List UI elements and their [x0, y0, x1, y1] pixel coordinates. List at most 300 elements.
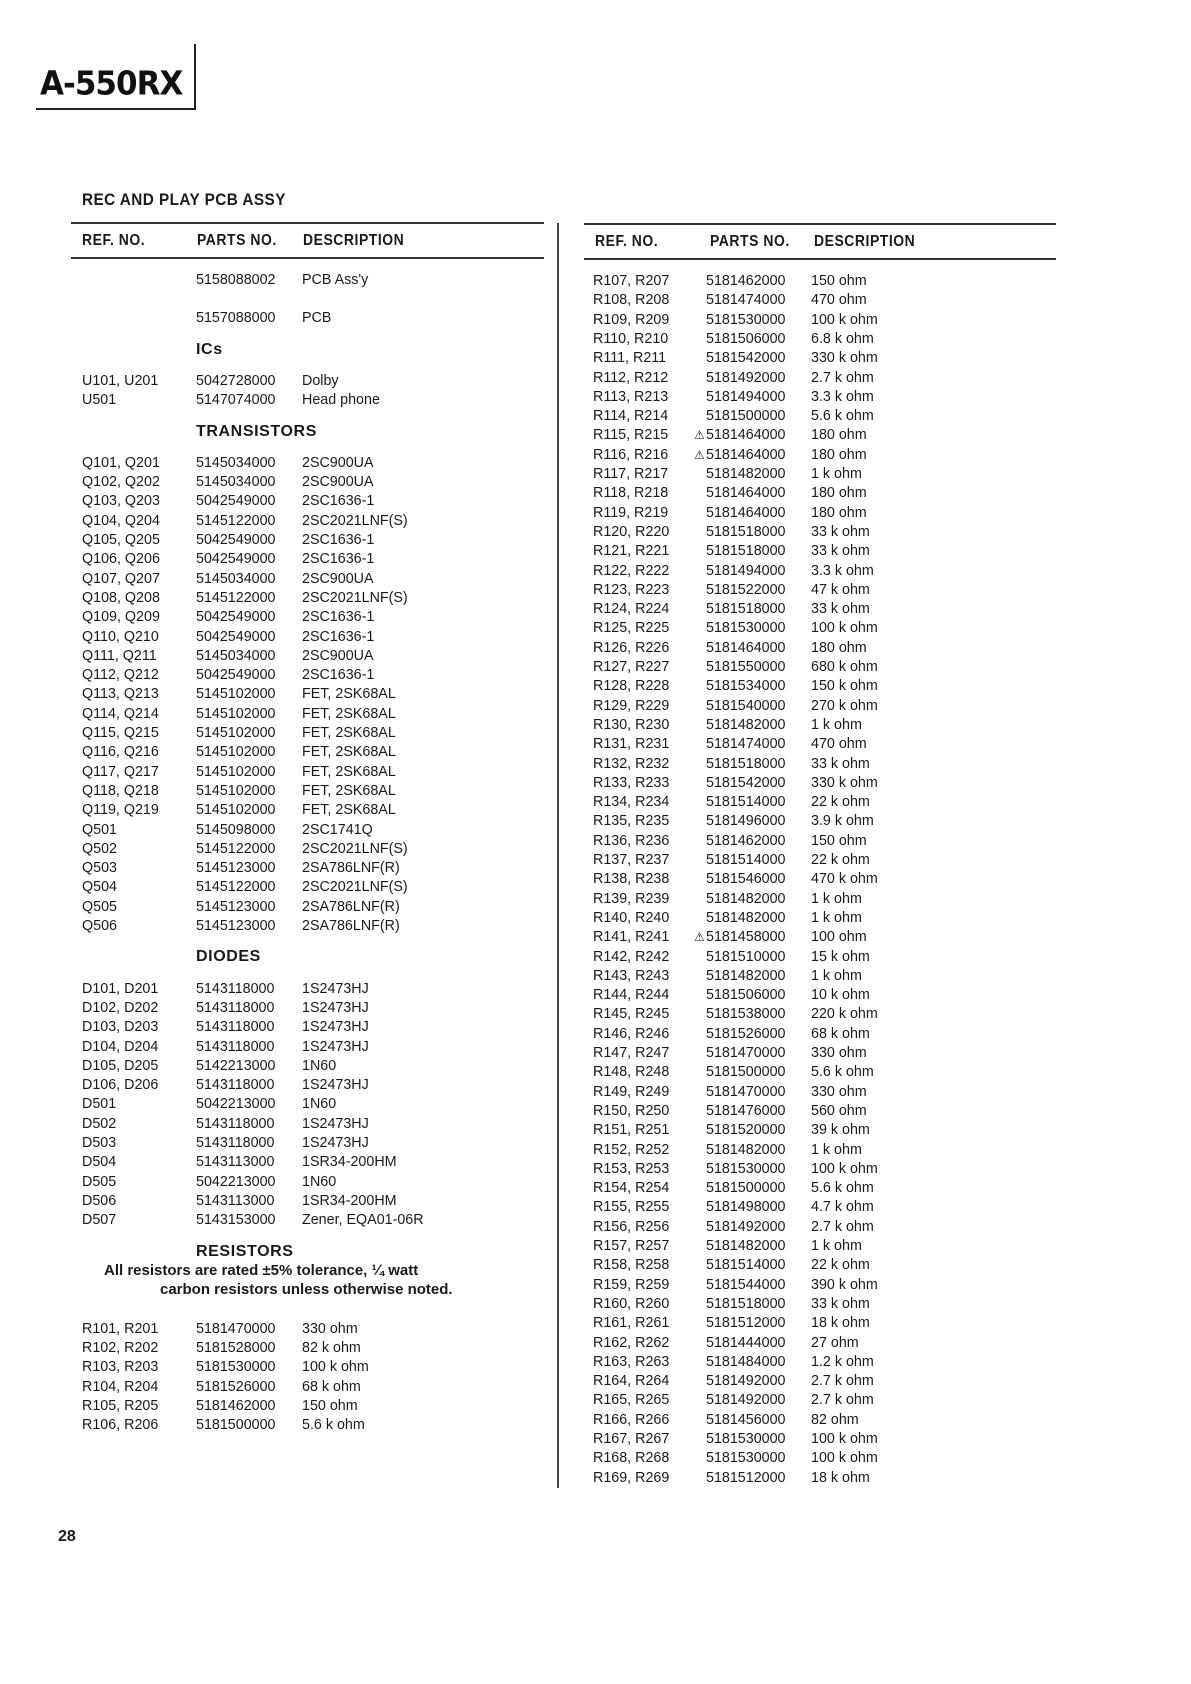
right-header-top-rule — [584, 223, 1056, 225]
table-row — [0, 619, 1191, 638]
description: 1N60 — [302, 1173, 337, 1190]
parts-no: 5181464000 — [706, 504, 786, 521]
ref-no: R109, R209 — [593, 311, 670, 328]
table-row — [0, 1083, 1191, 1102]
table-row — [0, 716, 1191, 735]
parts-no: 5145034000 — [196, 454, 276, 471]
ref-no: Q104, Q204 — [82, 512, 160, 529]
description: 68 k ohm — [811, 1025, 870, 1042]
description: 1N60 — [302, 1096, 337, 1113]
parts-no: 5181542000 — [706, 774, 786, 791]
category-heading: DIODES — [196, 948, 261, 966]
description: 1 k ohm — [811, 716, 862, 733]
parts-no: 5181484000 — [706, 1353, 786, 1370]
table-row — [0, 1044, 1191, 1063]
parts-no: 5181470000 — [196, 1320, 276, 1337]
ref-no: R143, R243 — [593, 967, 670, 984]
description: 33 k ohm — [811, 601, 870, 618]
description: 150 k ohm — [811, 678, 878, 695]
parts-no: 5143118000 — [196, 999, 275, 1016]
description: 2SC1741Q — [302, 821, 373, 838]
ref-no: Q117, Q217 — [82, 763, 159, 780]
parts-no: 5181474000 — [706, 736, 786, 753]
ref-no: Q107, Q207 — [82, 570, 160, 587]
table-row — [0, 504, 1191, 523]
ref-no: R141, R241 — [593, 929, 670, 946]
ref-no: R122, R222 — [593, 562, 670, 579]
description: 2SC1636-1 — [302, 667, 375, 684]
ref-no: R142, R242 — [593, 948, 670, 965]
ref-no: Q110, Q210 — [82, 628, 159, 645]
table-row — [0, 1276, 1191, 1295]
parts-no: 5181492000 — [706, 1373, 786, 1390]
parts-no: 5145102000 — [196, 705, 276, 722]
description: 5.6 k ohm — [811, 408, 874, 425]
ref-no: R150, R250 — [593, 1102, 670, 1119]
parts-no: 5181530000 — [196, 1359, 276, 1376]
ref-no: Q101, Q201 — [82, 454, 160, 471]
ref-no: R103, R203 — [82, 1359, 159, 1376]
table-row — [0, 1469, 1191, 1488]
description: 680 k ohm — [811, 659, 878, 675]
parts-no: 5181482000 — [706, 1141, 786, 1158]
ref-no: R126, R226 — [593, 639, 670, 656]
parts-no: 5181474000 — [706, 292, 786, 309]
parts-no: 5181550000 — [706, 659, 786, 675]
table-row — [0, 523, 1191, 542]
table-row — [0, 407, 1191, 426]
ref-no: R160, R260 — [593, 1295, 670, 1312]
parts-no: 5143118000 — [196, 1077, 275, 1094]
description: 2SA786LNF(R) — [302, 898, 400, 915]
table-row — [0, 967, 1191, 986]
table-row — [0, 388, 1191, 407]
ref-no: Q106, Q206 — [82, 551, 160, 568]
description: 2SA786LNF(R) — [302, 860, 400, 877]
description: 1 k ohm — [811, 890, 862, 907]
parts-no: 5145123000 — [196, 898, 276, 915]
parts-no: 5181534000 — [706, 678, 786, 695]
ref-no: Q105, Q205 — [82, 532, 160, 548]
warning-triangle-icon: ⚠ — [694, 447, 705, 462]
description: 1S2473HJ — [302, 1115, 369, 1132]
description: 470 ohm — [811, 292, 867, 309]
model-logo: A-550RX — [40, 65, 183, 103]
parts-no: 5181462000 — [706, 273, 786, 289]
table-row — [0, 774, 1191, 793]
parts-no: 5181530000 — [706, 1431, 786, 1447]
ref-no: D101, D201 — [82, 980, 159, 997]
parts-no: 5143118000 — [196, 980, 275, 997]
parts-no: 5181546000 — [706, 871, 786, 888]
ref-no: R106, R206 — [82, 1417, 159, 1434]
ref-no: R161, R261 — [593, 1315, 670, 1332]
ref-no: R152, R252 — [593, 1141, 670, 1158]
ref-no: R116, R216 — [593, 446, 669, 463]
table-row — [0, 311, 1191, 330]
parts-no: 5181462000 — [196, 1398, 276, 1414]
description: 100 k ohm — [811, 1160, 878, 1177]
parts-no: 5181470000 — [706, 1045, 786, 1061]
ref-no: R148, R248 — [593, 1064, 670, 1081]
ref-no: Q502 — [82, 840, 117, 857]
description: 150 ohm — [302, 1398, 358, 1414]
description: 1 k ohm — [811, 1238, 862, 1254]
ref-no: D103, D203 — [82, 1019, 159, 1036]
table-row — [0, 1256, 1191, 1275]
description: FET, 2SK68AL — [302, 782, 396, 799]
parts-no: 5181494000 — [706, 562, 786, 579]
ref-no: R134, R234 — [593, 794, 670, 811]
parts-no: 5181500000 — [706, 1064, 786, 1081]
parts-no: 5181444000 — [706, 1334, 786, 1351]
table-row — [0, 909, 1191, 928]
table-row — [0, 928, 1191, 947]
parts-no: 5181464000 — [706, 639, 786, 656]
table-row — [0, 812, 1191, 831]
ref-no: R137, R237 — [593, 852, 670, 868]
parts-no: 5181500000 — [706, 1180, 786, 1197]
description: 5.6 k ohm — [811, 1180, 874, 1197]
description: 27 ohm — [811, 1334, 859, 1351]
ref-no: R149, R249 — [593, 1083, 670, 1100]
table-row — [0, 1430, 1191, 1449]
ref-no: D106, D206 — [82, 1077, 159, 1094]
ref-no: R145, R245 — [593, 1006, 670, 1023]
description: 33 k ohm — [811, 523, 870, 540]
parts-no: 5042728000 — [196, 372, 276, 389]
parts-no: 5042213000 — [196, 1096, 276, 1113]
description: 330 k ohm — [811, 774, 878, 791]
description: 2SC900UA — [302, 647, 374, 664]
ref-no: R129, R229 — [593, 697, 670, 714]
table-row — [0, 600, 1191, 619]
table-row — [0, 948, 1191, 967]
ref-no: D506 — [82, 1192, 117, 1209]
description: 22 k ohm — [811, 794, 870, 811]
parts-no: 5143153000 — [196, 1212, 276, 1229]
ref-no: R110, R210 — [593, 330, 669, 347]
parts-no: 5181494000 — [706, 388, 786, 405]
ref-no: D507 — [82, 1212, 117, 1229]
ref-no: R138, R238 — [593, 871, 670, 888]
description: 4.7 k ohm — [811, 1199, 874, 1216]
ref-no: R168, R268 — [593, 1450, 670, 1467]
ref-no: R107, R207 — [593, 273, 670, 289]
table-row — [0, 755, 1191, 774]
table-row — [0, 272, 1191, 291]
parts-no: 5145102000 — [196, 802, 276, 819]
parts-no: 5145122000 — [196, 879, 276, 896]
description: 18 k ohm — [811, 1469, 870, 1486]
parts-no: 5145034000 — [196, 647, 276, 664]
ref-no: Q114, Q214 — [82, 705, 159, 722]
table-row — [0, 1372, 1191, 1391]
description: 3.3 k ohm — [811, 388, 874, 405]
parts-no: 5181462000 — [706, 832, 786, 849]
parts-no: 5181498000 — [706, 1199, 786, 1216]
parts-no: 5145034000 — [196, 474, 276, 491]
description: 100 k ohm — [811, 1450, 878, 1467]
parts-no: 5145102000 — [196, 725, 276, 741]
parts-no: 5143118000 — [196, 1038, 275, 1055]
ref-no: R153, R253 — [593, 1160, 670, 1177]
description: FET, 2SK68AL — [302, 686, 396, 703]
resistor-note-line-2: carbon resistors unless otherwise noted. — [160, 1281, 453, 1299]
description: 180 ohm — [811, 427, 867, 444]
table-row — [0, 870, 1191, 889]
ref-no: R156, R256 — [593, 1218, 670, 1235]
description: 1S2473HJ — [302, 1135, 369, 1151]
parts-no: 5157088000 — [196, 310, 276, 327]
left-header-desc: DESCRIPTION — [303, 232, 405, 249]
table-row — [0, 832, 1191, 851]
ref-no: Q102, Q202 — [82, 474, 160, 491]
description: 33 k ohm — [811, 543, 870, 560]
parts-no: 5181496000 — [706, 813, 786, 830]
parts-no: 5181518000 — [706, 523, 786, 540]
description: 33 k ohm — [811, 755, 870, 772]
parts-no: 5181456000 — [706, 1411, 786, 1428]
parts-no: 5181530000 — [706, 620, 786, 637]
parts-no: 5181526000 — [706, 1025, 786, 1042]
parts-no: 5042549000 — [196, 551, 276, 568]
parts-no: 5145034000 — [196, 570, 276, 587]
parts-no: 5143118000 — [196, 1115, 275, 1132]
parts-no: 5181492000 — [706, 369, 786, 386]
parts-no: 5145102000 — [196, 686, 276, 703]
description: 2SC1636-1 — [302, 551, 375, 568]
ref-no: R151, R251 — [593, 1122, 670, 1139]
parts-no: 5181464000 — [706, 485, 786, 502]
parts-no: 5143113000 — [196, 1154, 275, 1171]
warning-triangle-icon: ⚠ — [694, 930, 705, 945]
left-header-parts: PARTS NO. — [197, 232, 277, 249]
warning-triangle-icon: ⚠ — [694, 428, 705, 443]
description: 270 k ohm — [811, 697, 878, 714]
description: 1 k ohm — [811, 909, 862, 926]
parts-no: 5181518000 — [706, 1295, 786, 1312]
ref-no: R125, R225 — [593, 620, 670, 637]
description: 2.7 k ohm — [811, 1218, 874, 1235]
parts-no: 5143118000 — [196, 1019, 275, 1036]
table-row — [0, 851, 1191, 870]
parts-no: 5181482000 — [706, 466, 786, 482]
table-row — [0, 986, 1191, 1005]
table-row — [0, 426, 1191, 445]
ref-no: D505 — [82, 1173, 117, 1190]
ref-no: D501 — [82, 1096, 117, 1113]
description: 2SC1636-1 — [302, 609, 375, 626]
description: FET, 2SK68AL — [302, 802, 396, 819]
ref-no: R124, R224 — [593, 601, 670, 618]
description: FET, 2SK68AL — [302, 744, 396, 761]
table-row — [0, 1025, 1191, 1044]
ref-no: Q112, Q212 — [82, 667, 159, 684]
ref-no: D503 — [82, 1135, 117, 1151]
table-row — [0, 697, 1191, 716]
description: Head phone — [302, 392, 380, 409]
ref-no: R155, R255 — [593, 1199, 670, 1216]
table-row — [0, 1160, 1191, 1179]
ref-no: R117, R217 — [593, 466, 669, 482]
ref-no: Q103, Q203 — [82, 493, 160, 510]
parts-no: 5145122000 — [196, 512, 276, 529]
description: 82 k ohm — [302, 1340, 361, 1357]
ref-no: U501 — [82, 392, 117, 409]
description: 15 k ohm — [811, 948, 870, 965]
ref-no: R135, R235 — [593, 813, 670, 830]
description: 180 ohm — [811, 485, 867, 502]
description: 150 ohm — [811, 273, 867, 289]
left-header-top-rule — [71, 222, 544, 224]
table-row — [0, 1353, 1191, 1372]
parts-no: 5181530000 — [706, 311, 786, 328]
table-row — [0, 581, 1191, 600]
parts-no: 5158088002 — [196, 272, 276, 288]
right-header-parts: PARTS NO. — [710, 233, 790, 250]
description: 1.2 k ohm — [811, 1353, 874, 1370]
ref-no: R102, R202 — [82, 1340, 159, 1357]
table-row — [0, 1005, 1191, 1024]
parts-no: 5181482000 — [706, 909, 786, 926]
description: 100 ohm — [811, 929, 867, 946]
description: 100 k ohm — [811, 311, 878, 328]
table-row — [0, 1102, 1191, 1121]
parts-no: 5181500000 — [706, 408, 786, 425]
description: 5.6 k ohm — [302, 1417, 365, 1434]
parts-no: 5143113000 — [196, 1192, 275, 1209]
parts-no: 5042549000 — [196, 628, 276, 645]
description: 5.6 k ohm — [811, 1064, 874, 1081]
description: 180 ohm — [811, 504, 867, 521]
description: 2SC1636-1 — [302, 628, 375, 645]
parts-no: 5181530000 — [706, 1450, 786, 1467]
description: 2SC2021LNF(S) — [302, 512, 408, 529]
parts-no: 5145123000 — [196, 860, 276, 877]
ref-no: Q109, Q209 — [82, 609, 160, 626]
parts-no: 5181476000 — [706, 1102, 786, 1119]
description: 1S2473HJ — [302, 1077, 369, 1094]
parts-no: 5181506000 — [706, 987, 786, 1004]
ref-no: D104, D204 — [82, 1038, 159, 1055]
section-title: REC AND PLAY PCB ASSY — [82, 190, 286, 209]
category-heading: ICs — [196, 340, 223, 358]
parts-no: 5142213000 — [196, 1057, 276, 1074]
table-row — [0, 1411, 1191, 1430]
parts-no: 5145102000 — [196, 763, 276, 780]
description: 1N60 — [302, 1057, 337, 1074]
table-row — [0, 658, 1191, 677]
parts-no: 5181542000 — [706, 350, 786, 367]
table-row — [0, 465, 1191, 484]
ref-no: Q113, Q213 — [82, 686, 159, 703]
parts-no: 5145123000 — [196, 918, 276, 934]
parts-no: 5181522000 — [706, 581, 786, 598]
description: 3.3 k ohm — [811, 562, 874, 579]
parts-no: 5181500000 — [196, 1417, 276, 1434]
description: 470 k ohm — [811, 871, 878, 888]
ref-no: R130, R230 — [593, 716, 670, 733]
description: 560 ohm — [811, 1102, 867, 1119]
description: 330 k ohm — [811, 350, 878, 367]
parts-no: 5181514000 — [706, 1257, 786, 1274]
description: 470 ohm — [811, 736, 867, 753]
ref-no: Q115, Q215 — [82, 725, 159, 741]
table-row — [0, 562, 1191, 581]
table-row — [0, 890, 1191, 909]
ref-no: R158, R258 — [593, 1257, 670, 1274]
parts-no: 5147074000 — [196, 392, 276, 409]
description: 180 ohm — [811, 446, 867, 463]
description: 1SR34-200HM — [302, 1192, 397, 1209]
table-row — [0, 349, 1191, 368]
parts-no: 5181492000 — [706, 1218, 786, 1235]
parts-no: 5145102000 — [196, 744, 276, 761]
parts-no: 5181492000 — [706, 1392, 786, 1409]
description: 2SC2021LNF(S) — [302, 840, 408, 857]
ref-no: R147, R247 — [593, 1045, 670, 1061]
logo-underline — [36, 108, 195, 110]
right-header-bottom-rule — [584, 258, 1056, 260]
ref-no: R144, R244 — [593, 987, 670, 1004]
ref-no: R165, R265 — [593, 1392, 670, 1409]
ref-no: R154, R254 — [593, 1180, 670, 1197]
parts-no: 5042549000 — [196, 609, 276, 626]
table-row — [0, 793, 1191, 812]
ref-no: R120, R220 — [593, 523, 670, 540]
parts-no: 5181530000 — [706, 1160, 786, 1177]
description: 2SC2021LNF(S) — [302, 589, 408, 606]
description: 82 ohm — [811, 1411, 859, 1428]
description: Dolby — [302, 372, 339, 389]
description: 10 k ohm — [811, 987, 870, 1004]
ref-no: Q505 — [82, 898, 117, 915]
description: 1 k ohm — [811, 967, 862, 984]
description: 2SC2021LNF(S) — [302, 879, 408, 896]
page-number: 28 — [58, 1528, 76, 1545]
ref-no: R157, R257 — [593, 1238, 670, 1254]
parts-no: 5181482000 — [706, 716, 786, 733]
parts-no: 5042549000 — [196, 493, 276, 510]
ref-no: R133, R233 — [593, 774, 670, 791]
ref-no: R131, R231 — [593, 736, 670, 753]
description: 2.7 k ohm — [811, 369, 874, 386]
description: 3.9 k ohm — [811, 813, 874, 830]
ref-no: R128, R228 — [593, 678, 670, 695]
ref-no: Q116, Q216 — [82, 744, 159, 761]
description: 220 k ohm — [811, 1006, 878, 1023]
parts-no: 5181518000 — [706, 755, 786, 772]
table-row — [0, 1198, 1191, 1217]
table-row — [0, 1237, 1191, 1256]
parts-no: 5181464000 — [706, 446, 786, 463]
parts-no: 5181518000 — [706, 543, 786, 560]
table-row — [0, 1179, 1191, 1198]
parts-no: 5181518000 — [706, 601, 786, 618]
description: PCB — [302, 310, 332, 327]
description: Zener, EQA01-06R — [302, 1212, 424, 1229]
description: 150 ohm — [811, 832, 867, 849]
ref-no: Q108, Q208 — [82, 589, 160, 606]
description: 2SC900UA — [302, 454, 374, 471]
table-row — [0, 330, 1191, 349]
description: 390 k ohm — [811, 1276, 878, 1293]
parts-no: 5181514000 — [706, 852, 786, 868]
description: 1S2473HJ — [302, 1019, 369, 1036]
table-row — [0, 484, 1191, 503]
description: 1S2473HJ — [302, 999, 369, 1016]
